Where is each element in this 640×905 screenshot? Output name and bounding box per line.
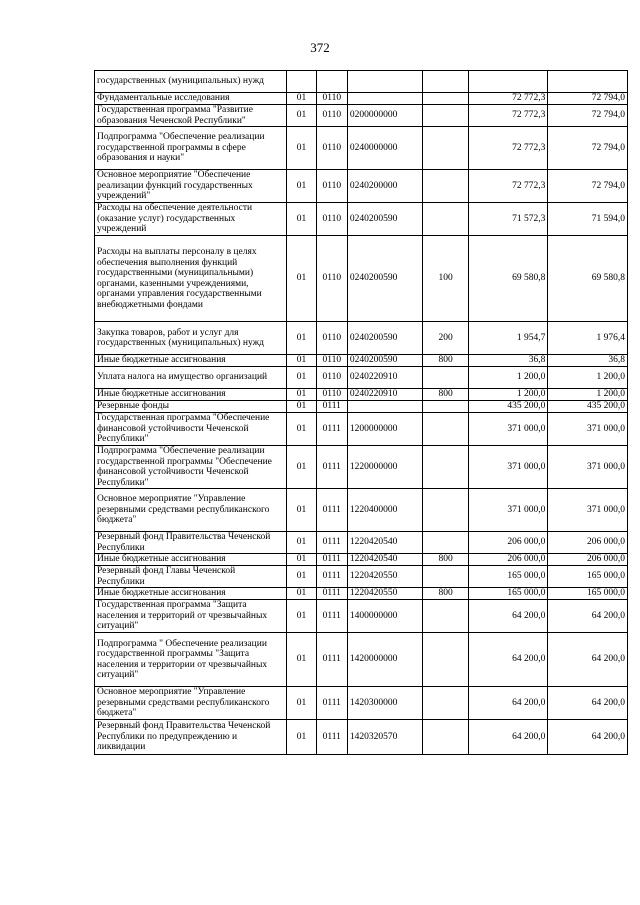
row-target-article: 1420320570	[347, 720, 423, 755]
row-name: Уплата налога на имущество организаций	[95, 367, 287, 389]
row-section: 01	[287, 127, 316, 170]
table-row	[95, 588, 628, 600]
row-name: Иные бюджетные ассигнования	[95, 389, 287, 401]
table-row	[95, 71, 628, 93]
row-target-article: 1220420540	[347, 532, 423, 554]
row-name: Государственная программа "Обеспечение финансовой устойчивости Чеченской Республики"	[95, 413, 287, 446]
row-section: 01	[287, 554, 316, 566]
row-target-article: 1220420550	[347, 588, 423, 600]
row-amount-1: 36,8	[468, 355, 548, 367]
row-name: Государственная программа "Развитие образования Чеченской Республики"	[95, 105, 287, 127]
row-subsection: 0111	[316, 588, 347, 600]
row-subsection: 0110	[316, 105, 347, 127]
row-section: 01	[287, 687, 316, 720]
row-amount-1: 64 200,0	[468, 687, 548, 720]
row-amount-1: 72 772,3	[468, 105, 548, 127]
row-name: Расходы на обеспечение деятельности (оказание услуг) государственных учреждений	[95, 203, 287, 236]
row-amount-1: 435 200,0	[468, 401, 548, 413]
row-target-article: 0240200000	[347, 170, 423, 203]
table-row	[95, 600, 628, 633]
table-row	[95, 720, 628, 755]
row-expense-type	[423, 687, 468, 720]
row-amount-2: 165 000,0	[548, 588, 628, 600]
row-subsection: 0110	[316, 127, 347, 170]
row-target-article: 1420000000	[347, 633, 423, 687]
row-amount-2: 72 794,0	[548, 170, 628, 203]
table-row	[95, 446, 628, 489]
row-section	[287, 71, 316, 93]
row-expense-type	[423, 446, 468, 489]
row-subsection: 0111	[316, 532, 347, 554]
row-target-article: 1420300000	[347, 687, 423, 720]
budget-table	[94, 70, 628, 755]
table-row	[95, 236, 628, 322]
row-section: 01	[287, 413, 316, 446]
row-amount-2: 71 594,0	[548, 203, 628, 236]
row-expense-type	[423, 600, 468, 633]
row-target-article: 1220000000	[347, 446, 423, 489]
row-amount-2	[548, 71, 628, 93]
table-row	[95, 367, 628, 389]
table-row	[95, 489, 628, 532]
row-expense-type	[423, 401, 468, 413]
row-name: Резервные фонды	[95, 401, 287, 413]
row-section: 01	[287, 720, 316, 755]
table-row	[95, 203, 628, 236]
row-target-article: 0200000000	[347, 105, 423, 127]
row-subsection: 0111	[316, 413, 347, 446]
row-name: Основное мероприятие "Управление резервными средствами республиканского бюджета"	[95, 687, 287, 720]
row-subsection: 0110	[316, 93, 347, 105]
row-subsection: 0111	[316, 566, 347, 588]
budget-table-body	[95, 71, 628, 755]
row-section: 01	[287, 203, 316, 236]
row-target-article: 1400000000	[347, 600, 423, 633]
row-target-article: 1220420540	[347, 554, 423, 566]
row-amount-2: 64 200,0	[548, 687, 628, 720]
row-section: 01	[287, 322, 316, 355]
row-amount-2: 1 200,0	[548, 367, 628, 389]
row-section: 01	[287, 566, 316, 588]
row-expense-type	[423, 105, 468, 127]
row-amount-2: 64 200,0	[548, 633, 628, 687]
row-amount-1: 72 772,3	[468, 170, 548, 203]
row-section: 01	[287, 389, 316, 401]
row-subsection: 0110	[316, 236, 347, 322]
table-row	[95, 401, 628, 413]
row-amount-1: 64 200,0	[468, 600, 548, 633]
row-name: Иные бюджетные ассигнования	[95, 588, 287, 600]
row-expense-type: 800	[423, 355, 468, 367]
row-subsection: 0110	[316, 170, 347, 203]
row-expense-type	[423, 720, 468, 755]
row-target-article: 0240220910	[347, 367, 423, 389]
row-amount-2: 69 580,8	[548, 236, 628, 322]
row-expense-type: 800	[423, 554, 468, 566]
row-section: 01	[287, 367, 316, 389]
row-section: 01	[287, 355, 316, 367]
table-row	[95, 554, 628, 566]
table-row	[95, 532, 628, 554]
row-section: 01	[287, 633, 316, 687]
row-section: 01	[287, 588, 316, 600]
row-name: Фундаментальные исследования	[95, 93, 287, 105]
row-subsection: 0111	[316, 554, 347, 566]
table-row	[95, 687, 628, 720]
row-subsection: 0110	[316, 203, 347, 236]
row-expense-type	[423, 203, 468, 236]
row-expense-type	[423, 633, 468, 687]
row-amount-1: 206 000,0	[468, 554, 548, 566]
row-expense-type: 100	[423, 236, 468, 322]
row-subsection: 0111	[316, 600, 347, 633]
table-row	[95, 566, 628, 588]
row-section: 01	[287, 532, 316, 554]
row-amount-1: 72 772,3	[468, 93, 548, 105]
row-subsection: 0110	[316, 322, 347, 355]
row-target-article	[347, 401, 423, 413]
row-name: Резервный фонд Правительства Чеченской Республики по предупреждению и ликвидации	[95, 720, 287, 755]
row-amount-1: 1 200,0	[468, 389, 548, 401]
table-row	[95, 322, 628, 355]
row-amount-1: 64 200,0	[468, 720, 548, 755]
table-row	[95, 127, 628, 170]
row-amount-1: 64 200,0	[468, 633, 548, 687]
row-amount-2: 206 000,0	[548, 532, 628, 554]
table-row	[95, 413, 628, 446]
row-amount-2: 36,8	[548, 355, 628, 367]
row-amount-2: 72 794,0	[548, 105, 628, 127]
row-name: Государственная программа "Защита населения и территорий от чрезвычайных ситуаций"	[95, 600, 287, 633]
row-name: Основное мероприятие "Управление резервными средствами республиканского бюджета"	[95, 489, 287, 532]
row-target-article: 0240000000	[347, 127, 423, 170]
row-subsection: 0110	[316, 355, 347, 367]
row-subsection: 0111	[316, 687, 347, 720]
row-section: 01	[287, 236, 316, 322]
row-expense-type: 800	[423, 588, 468, 600]
row-amount-2: 72 794,0	[548, 127, 628, 170]
row-subsection	[316, 71, 347, 93]
row-expense-type: 800	[423, 389, 468, 401]
row-subsection: 0111	[316, 401, 347, 413]
row-section: 01	[287, 401, 316, 413]
row-target-article: 0240220910	[347, 389, 423, 401]
row-name: Подпрограмма " Обеспечение реализации государственной программы "Защита населения и территории от чрезвычайных ситуаций"	[95, 633, 287, 687]
row-expense-type	[423, 71, 468, 93]
row-expense-type	[423, 93, 468, 105]
row-amount-2: 371 000,0	[548, 446, 628, 489]
row-section: 01	[287, 446, 316, 489]
row-target-article: 0240200590	[347, 322, 423, 355]
row-target-article: 1220400000	[347, 489, 423, 532]
row-amount-2: 72 794,0	[548, 93, 628, 105]
row-amount-1: 371 000,0	[468, 489, 548, 532]
row-amount-1: 72 772,3	[468, 127, 548, 170]
row-amount-1: 69 580,8	[468, 236, 548, 322]
row-name: Закупка товаров, работ и услуг для государственных (муниципальных) нужд	[95, 322, 287, 355]
row-name: Иные бюджетные ассигнования	[95, 355, 287, 367]
row-amount-2: 64 200,0	[548, 720, 628, 755]
table-row	[95, 170, 628, 203]
row-section: 01	[287, 600, 316, 633]
row-expense-type	[423, 566, 468, 588]
row-target-article	[347, 71, 423, 93]
row-expense-type: 200	[423, 322, 468, 355]
table-row	[95, 93, 628, 105]
row-name: государственных (муниципальных) нужд	[95, 71, 287, 93]
row-target-article	[347, 93, 423, 105]
row-expense-type	[423, 532, 468, 554]
row-name: Иные бюджетные ассигнования	[95, 554, 287, 566]
row-name: Расходы на выплаты персоналу в целях обеспечения выполнения функций государственными (муниципальными) органами, казенными учреждениями, органами управления государственными внебюджетными фондами	[95, 236, 287, 322]
row-amount-1: 1 954,7	[468, 322, 548, 355]
row-name: Подпрограмма "Обеспечение реализации государственной программы в сфере образования и науки"	[95, 127, 287, 170]
row-expense-type	[423, 489, 468, 532]
row-amount-1: 71 572,3	[468, 203, 548, 236]
row-amount-1: 165 000,0	[468, 566, 548, 588]
row-amount-1: 371 000,0	[468, 446, 548, 489]
row-subsection: 0111	[316, 633, 347, 687]
row-section: 01	[287, 170, 316, 203]
row-target-article: 0240200590	[347, 355, 423, 367]
table-row	[95, 389, 628, 401]
row-amount-1: 206 000,0	[468, 532, 548, 554]
row-subsection: 0111	[316, 720, 347, 755]
row-target-article: 1220420550	[347, 566, 423, 588]
row-subsection: 0110	[316, 389, 347, 401]
row-expense-type	[423, 413, 468, 446]
row-amount-1: 1 200,0	[468, 367, 548, 389]
row-amount-1	[468, 71, 548, 93]
row-section: 01	[287, 489, 316, 532]
row-section: 01	[287, 93, 316, 105]
row-expense-type	[423, 367, 468, 389]
row-target-article: 0240200590	[347, 203, 423, 236]
row-name: Подпрограмма "Обеспечение реализации государственной программы "Обеспечение финансовой устойчивости Чеченской Республики"	[95, 446, 287, 489]
table-row	[95, 105, 628, 127]
row-amount-1: 371 000,0	[468, 413, 548, 446]
row-name: Резервный фонд Правительства Чеченской Республики	[95, 532, 287, 554]
row-amount-2: 371 000,0	[548, 489, 628, 532]
row-amount-2: 64 200,0	[548, 600, 628, 633]
row-amount-2: 371 000,0	[548, 413, 628, 446]
row-name: Основное мероприятие "Обеспечение реализации функций государственных учреждений"	[95, 170, 287, 203]
row-amount-2: 1 200,0	[548, 389, 628, 401]
row-amount-2: 165 000,0	[548, 566, 628, 588]
row-name: Резервный фонд Главы Чеченской Республики	[95, 566, 287, 588]
row-amount-1: 165 000,0	[468, 588, 548, 600]
row-subsection: 0111	[316, 489, 347, 532]
row-subsection: 0110	[316, 367, 347, 389]
row-subsection: 0111	[316, 446, 347, 489]
row-amount-2: 435 200,0	[548, 401, 628, 413]
row-target-article: 0240200590	[347, 236, 423, 322]
table-row	[95, 633, 628, 687]
page-number: 372	[310, 40, 330, 55]
row-section: 01	[287, 105, 316, 127]
row-amount-2: 206 000,0	[548, 554, 628, 566]
row-target-article: 1200000000	[347, 413, 423, 446]
row-amount-2: 1 976,4	[548, 322, 628, 355]
row-expense-type	[423, 170, 468, 203]
table-row	[95, 355, 628, 367]
row-expense-type	[423, 127, 468, 170]
